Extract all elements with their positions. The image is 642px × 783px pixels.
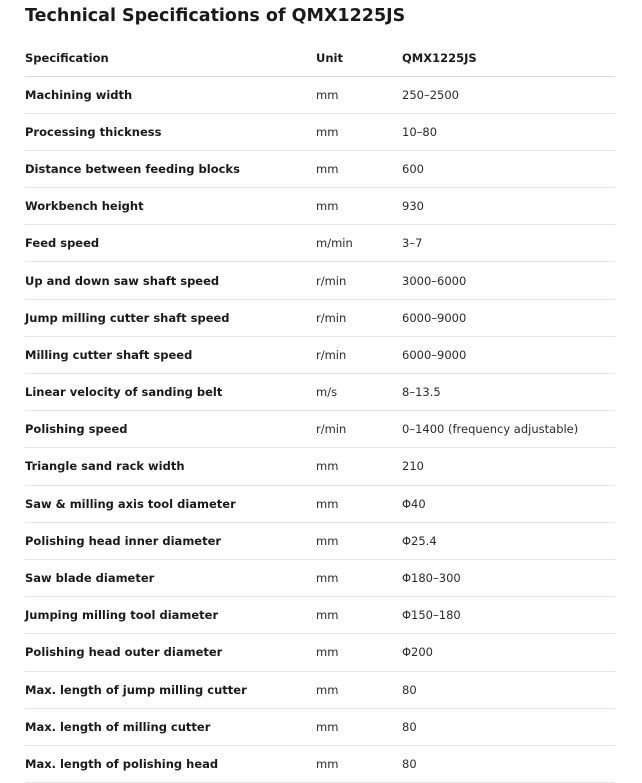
table-row [25,113,615,150]
value-cell: Φ150–180 [402,597,615,634]
table-row [25,559,615,596]
unit-cell: mm [316,76,402,113]
spec-name-cell: Distance between feeding blocks [25,150,316,187]
value-cell: Φ40 [402,485,615,522]
table-row [25,150,615,187]
value-cell: 930 [402,188,615,225]
unit-cell: mm [316,671,402,708]
table-header-row [25,40,615,76]
spec-name-cell: Polishing speed [25,411,316,448]
table-row [25,708,615,745]
value-cell: 600 [402,150,615,187]
table-row [25,411,615,448]
table-row [25,374,615,411]
unit-cell: m/s [316,374,402,411]
spec-name-cell: Machining width [25,76,316,113]
table-row [25,262,615,299]
unit-cell: mm [316,150,402,187]
spec-name-cell: Polishing head inner diameter [25,522,316,559]
unit-cell: r/min [316,411,402,448]
unit-cell: mm [316,745,402,782]
unit-cell: mm [316,522,402,559]
spec-name-cell: Milling cutter shaft speed [25,336,316,373]
spec-name-cell: Processing thickness [25,113,316,150]
value-cell: 210 [402,448,615,485]
spec-name-cell: Feed speed [25,225,316,262]
unit-cell: r/min [316,336,402,373]
header-model: QMX1225JS [402,40,615,76]
unit-cell: mm [316,188,402,225]
value-cell: Φ25.4 [402,522,615,559]
value-cell: 6000–9000 [402,336,615,373]
table-row [25,597,615,634]
spec-name-cell: Polishing head outer diameter [25,634,316,671]
unit-cell: mm [316,708,402,745]
header-unit: Unit [316,40,402,76]
value-cell: 80 [402,671,615,708]
unit-cell: mm [316,597,402,634]
table-row [25,485,615,522]
table-row [25,671,615,708]
table-row [25,225,615,262]
table-row [25,634,615,671]
spec-name-cell: Saw & milling axis tool diameter [25,485,316,522]
value-cell: 250–2500 [402,76,615,113]
spec-name-cell: Jumping milling tool diameter [25,597,316,634]
value-cell: Φ180–300 [402,559,615,596]
unit-cell: mm [316,634,402,671]
table-row [25,76,615,113]
spec-name-cell: Saw blade diameter [25,559,316,596]
table-row [25,448,615,485]
table-row [25,745,615,782]
table-row [25,299,615,336]
spec-name-cell: Linear velocity of sanding belt [25,374,316,411]
value-cell: 3000–6000 [402,262,615,299]
spec-name-cell: Up and down saw shaft speed [25,262,316,299]
unit-cell: mm [316,113,402,150]
table-row [25,522,615,559]
value-cell: 8–13.5 [402,374,615,411]
value-cell: 80 [402,745,615,782]
spec-name-cell: Max. length of milling cutter [25,708,316,745]
value-cell: 10–80 [402,113,615,150]
spec-name-cell: Workbench height [25,188,316,225]
table-row [25,188,615,225]
header-specification: Specification [25,40,316,76]
value-cell: 80 [402,708,615,745]
page-title: Technical Specifications of QMX1225JS [25,6,406,26]
unit-cell: mm [316,559,402,596]
value-cell: 0–1400 (frequency adjustable) [402,411,615,448]
spec-name-cell: Triangle sand rack width [25,448,316,485]
value-cell: 3–7 [402,225,615,262]
table-body [25,76,615,783]
unit-cell: mm [316,485,402,522]
unit-cell: mm [316,448,402,485]
spec-name-cell: Max. length of polishing head [25,745,316,782]
table-row [25,336,615,373]
value-cell: 6000–9000 [402,299,615,336]
value-cell: Φ200 [402,634,615,671]
spec-name-cell: Max. length of jump milling cutter [25,671,316,708]
unit-cell: r/min [316,299,402,336]
unit-cell: m/min [316,225,402,262]
spec-table [25,40,615,783]
unit-cell: r/min [316,262,402,299]
spec-name-cell: Jump milling cutter shaft speed [25,299,316,336]
